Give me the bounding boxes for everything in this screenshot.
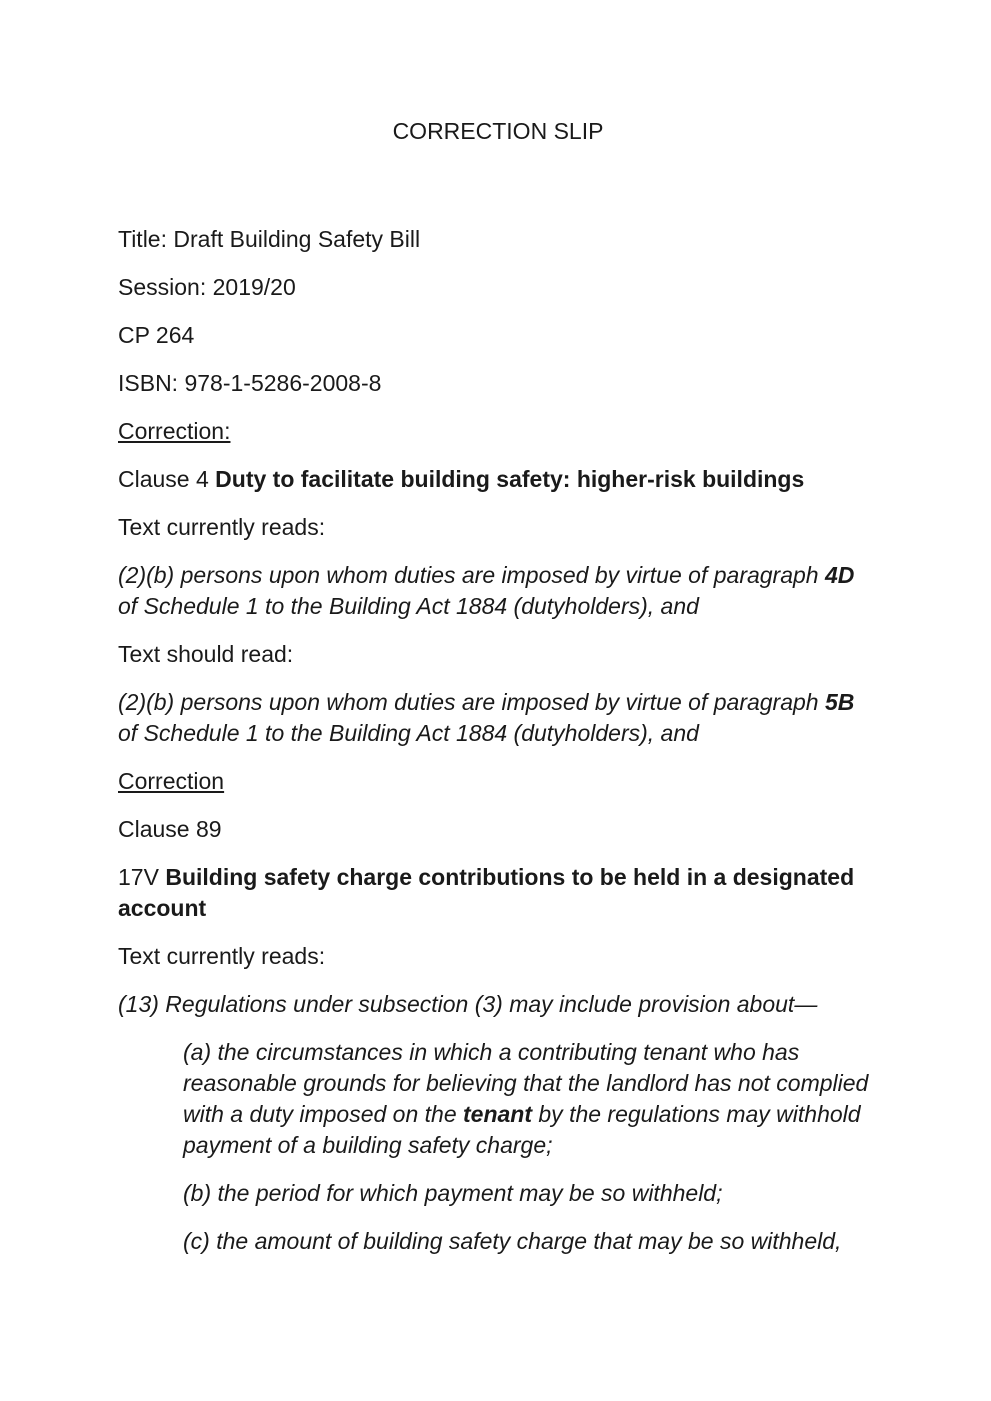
item-a-pre: (a) the circumstances in which a contributing tenant who has reasonable grounds for believing that the landlord has not complied with a duty imposed on the [183, 1039, 869, 1127]
corrected-text-paragraph-ref: 5B [824, 689, 855, 715]
correction-2-label [118, 766, 878, 797]
page-title: CORRECTION SLIP [392, 118, 604, 144]
meta-title-line: Title: Draft Building Safety Bill [118, 226, 421, 252]
section-17v-heading-bold: Building safety charge contributions to be held in a designated account [118, 864, 855, 921]
item-a-post: by the regulations may withhold payment of a building safety charge; [183, 1101, 861, 1158]
correction-2-label-text: Correction [118, 768, 225, 794]
correction-1-should-label: Text should read: [118, 641, 294, 667]
clause-4-heading-bold: Duty to facilitate building safety: higher-risk buildings [215, 466, 805, 492]
clause-4-heading [118, 464, 878, 495]
current-text-paragraph-ref: 4D [824, 562, 855, 588]
corrected-text-post: of Schedule 1 to the Building Act 1884 (dutyholders), and [118, 720, 699, 746]
current-text-pre: (2)(b) persons upon whom duties are imposed by virtue of paragraph [118, 562, 825, 588]
current-text-post: of Schedule 1 to the Building Act 1884 (dutyholders), and [118, 593, 699, 619]
section-17v-heading [118, 862, 878, 924]
clause-89-line: Clause 89 [118, 816, 222, 842]
meta-cp-line: CP 264 [118, 322, 195, 348]
section-17v-prefix: 17V [118, 864, 166, 890]
item-a-tenant-ref: tenant [463, 1101, 532, 1127]
meta-isbn-line: ISBN: 978-1-5286-2008-8 [118, 370, 382, 396]
correction-1-label-text: Correction: [118, 418, 231, 444]
meta-session-line: Session: 2019/20 [118, 274, 296, 300]
correction-1-label [118, 416, 878, 447]
item-a [183, 1037, 878, 1161]
clause-4-prefix: Clause 4 [118, 466, 216, 492]
correction-2-currently-label: Text currently reads: [118, 943, 326, 969]
regulations-intro: (13) Regulations under subsection (3) may include provision about— [118, 991, 818, 1017]
correction-1-corrected-text [118, 687, 878, 749]
correction-1-currently-label: Text currently reads: [118, 514, 326, 540]
item-c: (c) the amount of building safety charge that may be so withheld, [183, 1228, 842, 1254]
item-b: (b) the period for which payment may be so withheld; [183, 1180, 723, 1206]
corrected-text-pre: (2)(b) persons upon whom duties are imposed by virtue of paragraph [118, 689, 825, 715]
correction-1-current-text [118, 560, 878, 622]
